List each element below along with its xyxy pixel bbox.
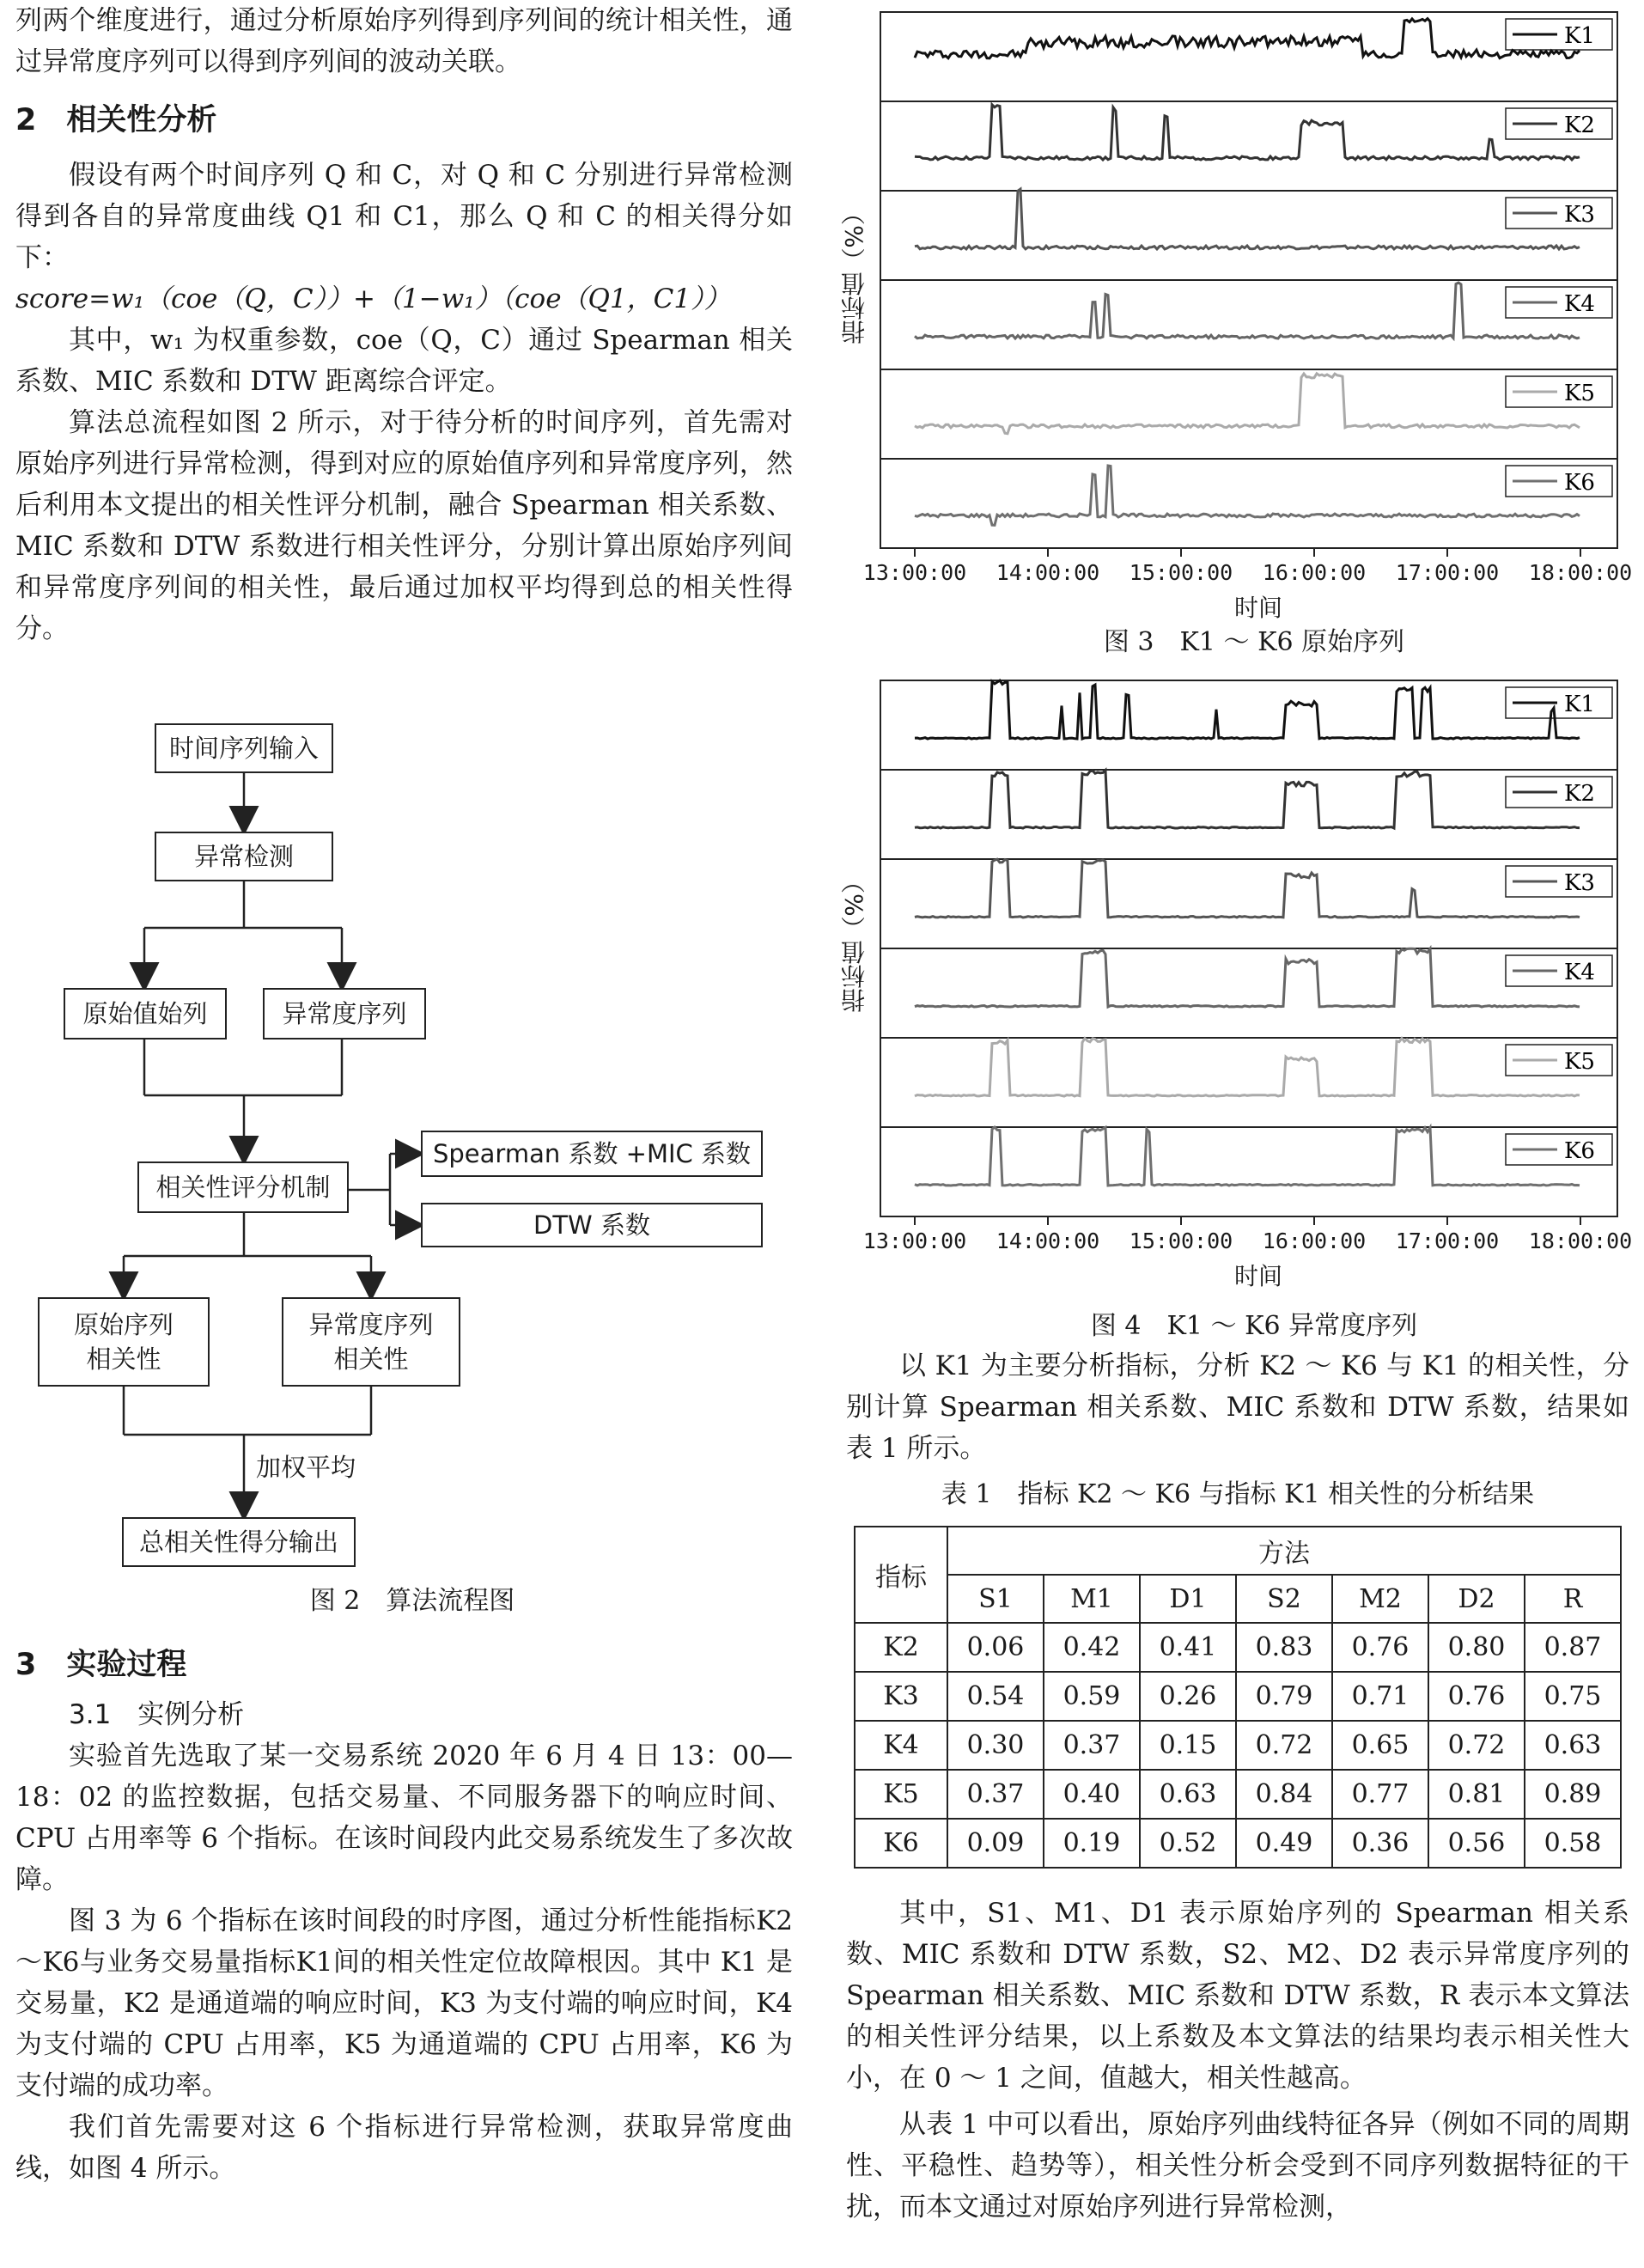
- table-row-label: K3: [855, 1672, 947, 1721]
- fig3-ylabel: 指标值（%）: [840, 201, 868, 344]
- flow-output-box: 总相关性得分输出: [122, 1517, 356, 1567]
- table-col-header: S1: [947, 1575, 1044, 1623]
- table-cell: 0.52: [1140, 1819, 1236, 1868]
- flow-spearman-box: Spearman 系数 +MIC 系数: [421, 1131, 763, 1177]
- fig3-plot: [837, 3, 1636, 656]
- flow-weighted-label: 加权平均: [256, 1453, 356, 1482]
- table-cell: 0.63: [1525, 1721, 1621, 1770]
- table-cell: 0.15: [1140, 1721, 1236, 1770]
- table-row-label: K6: [855, 1819, 947, 1868]
- flow-raw-box: 原始值始列: [64, 988, 227, 1040]
- table-cell: 0.06: [947, 1623, 1044, 1672]
- table-cell: 0.76: [1428, 1672, 1525, 1721]
- sec2-paragraph-2: 其中，w₁ 为权重参数，coe（Q，C）通过 Spearman 相关系数、MIC 系数和 DTW 距离综合评定。: [15, 325, 793, 397]
- table-cell: 0.41: [1140, 1623, 1236, 1672]
- table-cell: 0.54: [947, 1672, 1044, 1721]
- right-paragraph-3: 从表 1 中可以看出，原始序列曲线特征各异（例如不同的周期性、平稳性、趋势等），相关性分析会受到不同序列数据特征的干扰，而本文通过对原始序列进行异常检测，: [846, 2109, 1629, 2222]
- legend-label: K5: [1564, 381, 1595, 406]
- series-line-k6: [915, 1127, 1580, 1186]
- score-formula: score=w₁（coe（Q，C））+（1−w₁）（coe（Q1，C1））: [15, 284, 731, 314]
- legend-label: K4: [1564, 960, 1595, 985]
- table-row-label: K5: [855, 1770, 947, 1819]
- fig3-xtick: 15:00:00: [1129, 560, 1233, 585]
- table-cell: 0.84: [1236, 1770, 1332, 1819]
- table-cell: 0.59: [1044, 1672, 1140, 1721]
- fig3-xtick: 16:00:00: [1262, 560, 1367, 585]
- table-col-header: S2: [1236, 1575, 1332, 1623]
- figure-4-anomaly-series: [837, 672, 1636, 1342]
- table-col-header: R: [1525, 1575, 1621, 1623]
- table-cell: 0.09: [947, 1819, 1044, 1868]
- table-cell: 0.37: [1044, 1721, 1140, 1770]
- left-column-lower: [15, 1643, 793, 2189]
- flow-input-box: 时间序列输入: [155, 723, 333, 773]
- fig4-ylabel: 指标值（%）: [840, 869, 868, 1013]
- table-cell: 0.49: [1236, 1819, 1332, 1868]
- table-col-header: D2: [1428, 1575, 1525, 1623]
- figure-4-caption: 图 4 K1 ～ K6 异常度序列: [1090, 1311, 1418, 1341]
- right-paragraph-2: 其中，S1、M1、D1 表示原始序列的 Spearman 相关系数、MIC 系数和 DTW 系数，S2、M2、D2 表示异常度序列的 Spearman 相关系数、MIC 系数和 DTW 系数，R 表示本文算法的相关性评分结果，以上系数及本文算法的结果均表示相关性大小，在 0 ～ 1 之间，值越大，相关性越高。: [846, 1898, 1629, 2094]
- section-3-title: 3 实验过程: [15, 1648, 187, 1682]
- fig4-plot: [837, 672, 1636, 1325]
- series-line-k5: [915, 1039, 1580, 1097]
- intro-paragraph: 列两个维度进行，通过分析原始序列得到序列间的统计相关性，通过异常度序列可以得到序列间的波动关联。: [15, 5, 793, 77]
- fig4-xlabel: 时间: [1233, 1262, 1282, 1290]
- table-1-title: 表 1 指标 K2 ～ K6 与指标 K1 相关性的分析结果: [941, 1479, 1535, 1509]
- flow-mechanism-box: 相关性评分机制: [137, 1161, 349, 1213]
- flow-anomaly-box: 异常度序列: [263, 988, 426, 1040]
- table-corner: 指标: [855, 1527, 947, 1623]
- fig3-xtick: 18:00:00: [1528, 560, 1633, 585]
- legend-label: K6: [1564, 1138, 1595, 1164]
- figure-2-caption: 图 2 算法流程图: [309, 1586, 515, 1616]
- table-cell: 0.19: [1044, 1819, 1140, 1868]
- table-cell: 0.37: [947, 1770, 1044, 1819]
- table-cell: 0.58: [1525, 1819, 1621, 1868]
- fig4-xtick: 13:00:00: [862, 1228, 967, 1253]
- legend-label: K3: [1564, 870, 1595, 896]
- series-line-k5: [915, 374, 1580, 434]
- table-row: [855, 1721, 1621, 1770]
- series-line-k4: [915, 948, 1580, 1007]
- table-col-header: M1: [1044, 1575, 1140, 1623]
- legend-label: K6: [1564, 470, 1595, 496]
- legend-label: K3: [1564, 202, 1595, 228]
- sec2-paragraph-3: 算法总流程如图 2 所示，对于待分析的时间序列，首先需对原始序列进行异常检测，得到对应的原始值序列和异常度序列，然后利用本文提出的相关性评分机制，融合 Spearman 相关系数、MIC 系数和 DTW 系数进行相关性评分，分别计算出原始序列间和异常度序列间的相关性，最后通过加权平均得到总的相关性得分。: [15, 407, 793, 644]
- fig4-xtick: 14:00:00: [996, 1228, 1100, 1253]
- table-cell: 0.40: [1044, 1770, 1140, 1819]
- flow-detect-box: 异常检测: [155, 832, 333, 881]
- figure-3-caption: 图 3 K1 ～ K6 原始序列: [1103, 627, 1405, 657]
- fig4-xtick: 15:00:00: [1129, 1228, 1233, 1253]
- table-cell: 0.77: [1332, 1770, 1428, 1819]
- sec2-paragraph-1: 假设有两个时间序列 Q 和 C，对 Q 和 C 分别进行异常检测得到各自的异常度曲线 Q1 和 C1，那么 Q 和 C 的相关得分如下：: [15, 160, 793, 273]
- table-cell: 0.36: [1332, 1819, 1428, 1868]
- table-cell: 0.63: [1140, 1770, 1236, 1819]
- table-row-label: K2: [855, 1623, 947, 1672]
- series-line-k3: [915, 189, 1580, 249]
- table-cell: 0.89: [1525, 1770, 1621, 1819]
- right-paragraph-1: 以 K1 为主要分析指标，分析 K2 ～ K6 与 K1 的相关性，分别计算 Spearman 相关系数、MIC 系数和 DTW 系数，结果如表 1 所示。: [846, 1350, 1629, 1464]
- flow-raw-corr-box: 原始序列 相关性: [38, 1297, 210, 1387]
- legend-label: K2: [1564, 781, 1595, 807]
- fig3-xtick: 13:00:00: [862, 560, 967, 585]
- table-row: [855, 1819, 1621, 1868]
- table-cell: 0.75: [1525, 1672, 1621, 1721]
- table-group-header: 方法: [947, 1527, 1621, 1575]
- table-row-label: K4: [855, 1721, 947, 1770]
- flow-anom-corr-box: 异常度序列 相关性: [282, 1297, 460, 1387]
- table-cell: 0.80: [1428, 1623, 1525, 1672]
- sec3-paragraph-1: 实验首先选取了某一交易系统 2020 年 6 月 4 日 13：00—18：02 的监控数据，包括交易量、不同服务器下的响应时间、CPU 占用率等 6 个指标。在该时间段内此交易系统发生了多次故障。: [15, 1741, 793, 1895]
- fig3-xtick: 14:00:00: [996, 560, 1100, 585]
- table-cell: 0.56: [1428, 1819, 1525, 1868]
- table-row: [855, 1770, 1621, 1819]
- flow-dtw-box: DTW 系数: [421, 1203, 763, 1247]
- series-line-k2: [915, 771, 1580, 829]
- sec3-paragraph-2: 图 3 为 6 个指标在该时间段的时序图，通过分析性能指标K2～K6与业务交易量指标K1间的相关性定位故障根因。其中 K1 是交易量，K2 是通道端的响应时间，K3 为支付端的响应时间，K4 为支付端的 CPU 占用率，K5 为通道端的 CPU 占用率，K6 为支付端的成功率。: [15, 1905, 793, 2101]
- fig4-xtick: 18:00:00: [1528, 1228, 1633, 1253]
- legend-label: K4: [1564, 291, 1595, 317]
- fig3-xlabel: 时间: [1233, 594, 1282, 622]
- table-cell: 0.81: [1428, 1770, 1525, 1819]
- table-col-header: M2: [1332, 1575, 1428, 1623]
- series-line-k4: [915, 283, 1580, 338]
- series-line-k6: [915, 466, 1580, 525]
- fig3-xtick: 17:00:00: [1395, 560, 1500, 585]
- table-cell: 0.26: [1140, 1672, 1236, 1721]
- table-cell: 0.72: [1236, 1721, 1332, 1770]
- left-column: [15, 0, 793, 649]
- legend-label: K1: [1564, 23, 1595, 49]
- legend-label: K5: [1564, 1049, 1595, 1075]
- table-cell: 0.79: [1236, 1672, 1332, 1721]
- legend-label: K2: [1564, 113, 1595, 138]
- sec3-paragraph-3: 我们首先需要对这 6 个指标进行异常检测，获取异常度曲线，如图 4 所示。: [15, 2112, 793, 2184]
- fig4-xtick: 17:00:00: [1395, 1228, 1500, 1253]
- table-row: [855, 1672, 1621, 1721]
- series-line-k3: [915, 859, 1580, 918]
- right-column-text: [846, 1345, 1629, 2228]
- section-2-title: 2 相关性分析: [15, 103, 217, 137]
- series-line-k1: [915, 19, 1580, 58]
- series-line-k1: [915, 680, 1580, 739]
- fig4-xtick: 16:00:00: [1262, 1228, 1367, 1253]
- table-cell: 0.30: [947, 1721, 1044, 1770]
- table-cell: 0.87: [1525, 1623, 1621, 1672]
- table-cell: 0.71: [1332, 1672, 1428, 1721]
- table-col-header: D1: [1140, 1575, 1236, 1623]
- table-cell: 0.72: [1428, 1721, 1525, 1770]
- figure-3-raw-series: [837, 3, 1636, 656]
- table-cell: 0.76: [1332, 1623, 1428, 1672]
- table-cell: 0.83: [1236, 1623, 1332, 1672]
- legend-label: K1: [1564, 692, 1595, 717]
- series-line-k2: [915, 105, 1580, 160]
- results-table: [854, 1526, 1622, 1869]
- table-cell: 0.42: [1044, 1623, 1140, 1672]
- table-cell: 0.65: [1332, 1721, 1428, 1770]
- table-row: [855, 1623, 1621, 1672]
- section-3-1-title: 3.1 实例分析: [69, 1699, 245, 1730]
